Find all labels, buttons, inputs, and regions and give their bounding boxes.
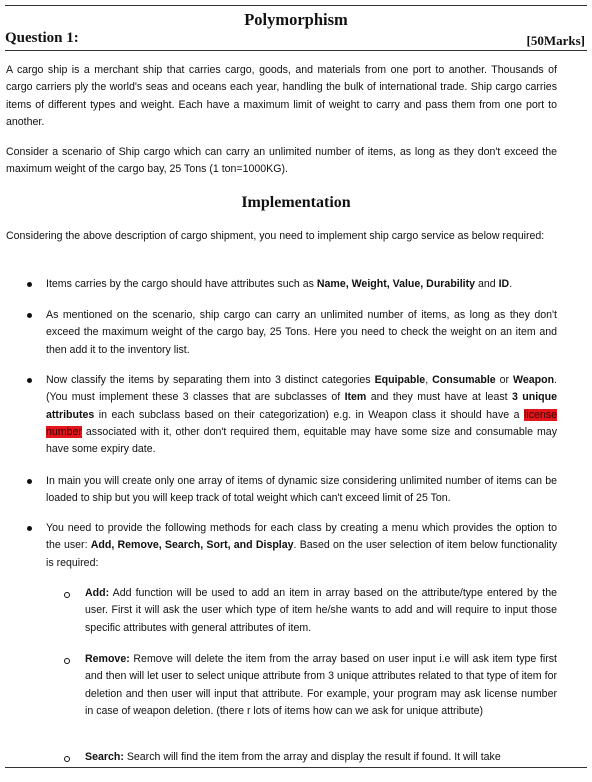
bullet-weight-check: As mentioned on the scenario, ship cargo can carry an unlimited number of items, as long as they don't exceed the maximum weight of the cargo bay, 25 Tons. Here you need to check the weight on an item and then add it to the inventory list. xyxy=(46,309,557,356)
sub-bullet-icon xyxy=(64,592,70,598)
bullet-main-array: In main you will create only one array of items of dynamic size considering unlimited number of items can be loaded to ship but you will keep track of total weight which can't exceed limit of 25 Ton. xyxy=(46,475,557,505)
subitem-remove: Remove: Remove will delete the item from the array based on user input i.e will ask item type first and then will let user to select unique attribute from 3 unique attributes related to that type of item for deletion and then user will input that attribute. For example, your program may ask license number in case of weapon deletion. (there r lots of items how can we ask for unique attribute) xyxy=(85,653,557,717)
subitem-search: Search: Search will find the item from the array and display the result if found. It will take xyxy=(85,751,501,763)
bullet-categories: Now classify the items by separating them into 3 distinct categories Equipable, Consumable or Weapon. (You must implement these 3 classes that are subclasses of Item and they must have at least 3 unique attributes in each subclass based on their categorization) e.g. in Weapon class it should have a license number associated with it, other don't required them, equitable may have some size and consumable may have some expiry date. xyxy=(46,374,557,456)
bullet-icon xyxy=(27,526,32,531)
marks-label: [50Marks] xyxy=(526,33,585,48)
page-title: Polymorphism xyxy=(244,10,348,29)
bullet-icon xyxy=(27,479,32,484)
sub-bullet-icon xyxy=(64,658,70,664)
top-rule xyxy=(5,5,587,6)
highlighted-text: license number xyxy=(46,408,557,438)
bullet-icon xyxy=(27,313,32,318)
bullet-attributes: Items carries by the cargo should have attributes such as Name, Weight, Value, Durability and ID. xyxy=(46,278,513,290)
implementation-lead: Considering the above description of cargo shipment, you need to implement ship cargo service as below required: xyxy=(6,230,545,242)
scenario-paragraph: Consider a scenario of Ship cargo which can carry an unlimited number of items, as long as they don't exceed the maximum weight of the cargo bay, 25 Tons (1 ton=1000KG). xyxy=(6,146,557,176)
bullet-menu-methods: You need to provide the following methods for each class by creating a menu which provides the option to the user: Add, Remove, Search, Sort, and Display. Based on the user selection of item below functionality is required: xyxy=(46,522,557,569)
bullet-icon xyxy=(27,282,32,287)
bottom-rule xyxy=(5,767,587,768)
bullet-icon xyxy=(27,378,32,383)
subitem-add: Add: Add function will be used to add an item in array based on the attribute/type entered by the user. First it will ask the user which type of item he/she wants to add and will require to input those specific attributes with general attributes of item. xyxy=(85,587,557,634)
sub-bullet-icon xyxy=(64,756,70,762)
question-label: Question 1: xyxy=(5,30,79,46)
question-header xyxy=(5,30,587,51)
implementation-heading: Implementation xyxy=(241,194,351,211)
intro-paragraph: A cargo ship is a merchant ship that carries cargo, goods, and materials from one port to another. Thousands of cargo carriers ply the world's seas and oceans each year, handling the bulk of international trade. Ship cargo carries items of different types and weight. Each have a maximum limit of weight to carry and pass them from one port to another. xyxy=(6,64,557,128)
